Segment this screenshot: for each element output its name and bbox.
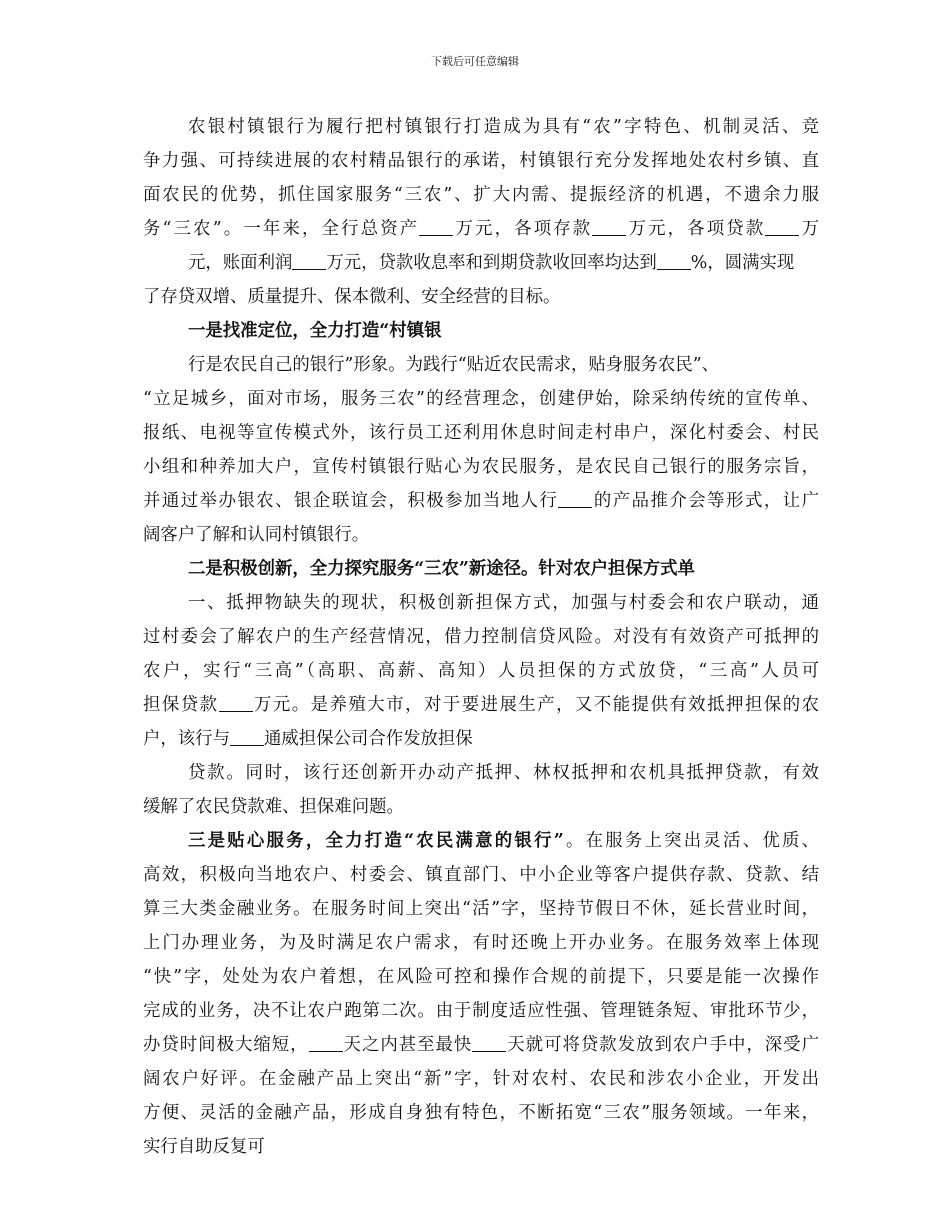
blank-field xyxy=(765,215,799,236)
blank-field xyxy=(472,1031,506,1052)
section-heading-2: 二是积极创新，全力探究服务“三农”新途径。针对农户担保方式单 xyxy=(188,559,695,579)
text-line xyxy=(143,246,819,280)
text-line: 农户，实行“三高”（高职、高薪、高知）人员担保的方式放贷，“三高”人员可 xyxy=(143,661,819,681)
blank-field xyxy=(592,215,626,236)
text-line: 争力强、可持续进展的农村精品银行的承诺，村镇银行充分发挥地处农村乡镇、直 xyxy=(143,151,819,171)
text-line: 报纸、电视等宣传模式外，该行员工还利用休息时间走村串户，深化村委会、村民 xyxy=(143,423,819,443)
text-segment: 务“三农”。一年来，全行总资产 xyxy=(143,219,420,239)
blank-field xyxy=(657,249,691,270)
text-line: 高效，积极向当地农户、村委会、镇直部门、中小企业等客户提供存款、贷款、结 xyxy=(143,865,819,885)
blank-field xyxy=(230,725,264,746)
text-segment: 万元。是养殖大市，对于要进展生产，又不能提供有效抵押担保的农 xyxy=(252,695,819,715)
text-line: 贷款。同时，该行还创新开办动产抵押、林权抵押和农机具抵押贷款，有效 xyxy=(188,763,819,783)
text-line: 算三大类金融业务。在服务时间上突出“活”字，坚持节假日不休，延长营业时间， xyxy=(143,899,819,919)
text-segment: 的产品推介会等形式，让广 xyxy=(592,491,819,511)
text-line xyxy=(143,212,819,246)
text-segment: 并通过举办银农、银企联谊会，积极参加当地人行 xyxy=(143,491,559,511)
document-body xyxy=(143,110,819,1164)
text-line: 小组和种养加大户，宣传村镇银行贴心为农民服务，是农民自己银行的服务宗旨， xyxy=(143,457,819,477)
text-line: 上门办理业务，为及时满足农户需求，有时还晚上开办业务。在服务效率上体现 xyxy=(143,933,819,953)
blank-field xyxy=(558,487,592,508)
blank-field xyxy=(292,249,326,270)
text-segment: 。在服务上突出灵活、优质、 xyxy=(563,831,819,851)
text-segment: 万元，贷款收息率和到期贷款收回率均达到 xyxy=(326,253,657,273)
text-line: “快”字，处处为农户着想，在风险可控和操作合规的前提下，只要是能一次操作 xyxy=(143,967,819,987)
text-line: 阔客户了解和认同村镇银行。 xyxy=(143,525,370,545)
text-line: 实行自助反复可 xyxy=(143,1137,265,1157)
text-line: 完成的业务，决不让农户跑第二次。由于制度适应性强、管理链条短、审批环节少， xyxy=(143,1001,819,1021)
blank-field xyxy=(419,215,453,236)
text-segment: 担保贷款 xyxy=(143,695,219,715)
text-segment: 万元，各项贷款 xyxy=(626,219,766,239)
text-line: 面农民的优势，抓住国家服务“三农”、扩大内需、提振经济的机遇，不遗余力服 xyxy=(143,185,819,205)
text-segment: 元，账面利润 xyxy=(188,253,293,273)
text-line: 一、抵押物缺失的现状，积极创新担保方式，加强与村委会和农户联动，通 xyxy=(188,593,819,613)
section-heading-1: 一是找准定位，全力打造“村镇银 xyxy=(188,321,442,341)
text-line: 了存贷双增、质量提升、保本微利、安全经营的目标。 xyxy=(143,287,561,307)
text-segment: 万 xyxy=(799,219,819,239)
text-line: 农银村镇银行为履行把村镇银行打造成为具有“农”字特色、机制灵活、竞 xyxy=(188,117,819,137)
text-line xyxy=(143,484,819,518)
text-segment: %，圆满实现 xyxy=(690,253,795,273)
text-line xyxy=(143,1028,819,1062)
text-line xyxy=(143,688,819,722)
text-line xyxy=(143,824,819,858)
text-segment: 通威担保公司合作发放担保 xyxy=(263,729,473,749)
text-line: 阔农户好评。在金融产品上突出“新”字，针对农村、农民和涉农小企业，开发出 xyxy=(143,1069,819,1089)
page-header: 下载后可任意编辑 xyxy=(431,55,519,68)
text-line: 方便、灵活的金融产品，形成自身独有特色，不断拓宽“三农”服务领域。一年来， xyxy=(143,1103,819,1123)
text-line: “立足城乡，面对市场，服务三农”的经营理念，创建伊始，除采纳传统的宣传单、 xyxy=(143,389,819,409)
text-line: 过村委会了解农户的生产经营情况，借力控制信贷风险。对没有有效资产可抵押的 xyxy=(143,627,819,647)
blank-field xyxy=(309,1031,343,1052)
blank-field xyxy=(219,691,253,712)
text-segment: 办贷时间极大缩短， xyxy=(143,1035,309,1055)
text-segment: 天就可将贷款发放到农户手中，深受广 xyxy=(506,1035,819,1055)
text-line xyxy=(143,722,819,756)
text-segment: 户，该行与 xyxy=(143,729,230,749)
text-segment: 万元，各项存款 xyxy=(453,219,593,239)
text-segment: 天之内甚至最快 xyxy=(342,1035,473,1055)
text-line: 缓解了农民贷款难、担保难问题。 xyxy=(143,797,404,817)
text-line: 行是农民自己的银行”形象。为践行“贴近农民需求，贴身服务农民”、 xyxy=(188,355,720,375)
section-heading-3: 三是贴心服务，全力打造“农民满意的银行” xyxy=(188,831,564,851)
